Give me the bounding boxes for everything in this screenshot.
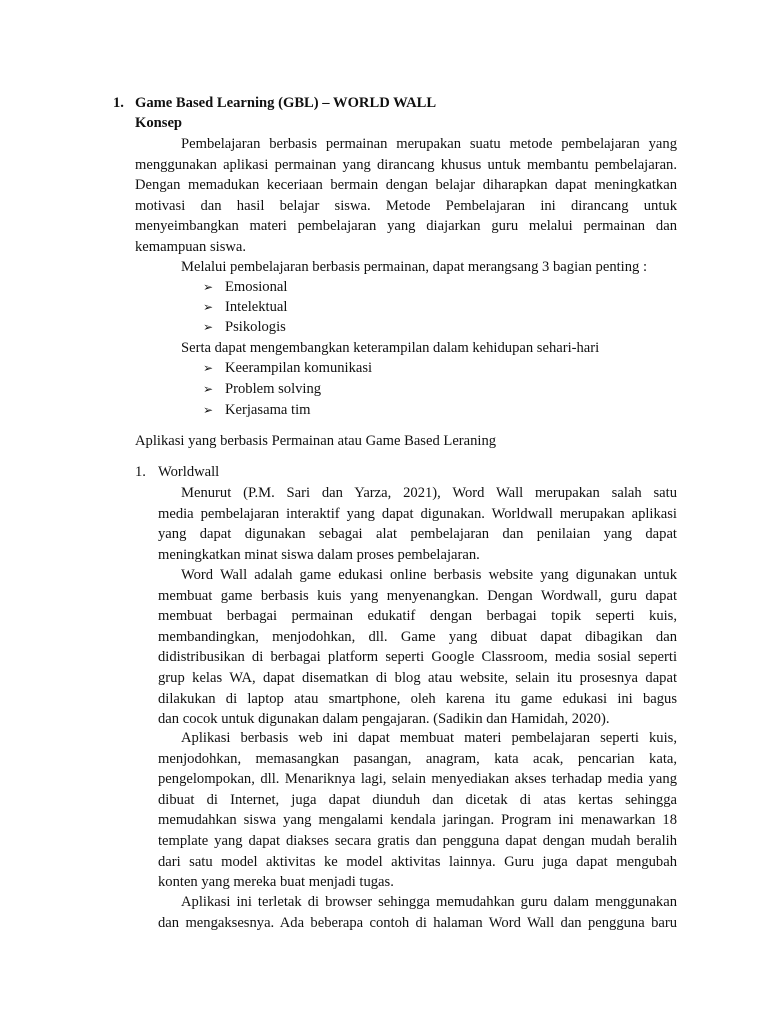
- text-line: menjodohkan, memasangkan pasangan, anagram, kata acak, pencarian kata,: [158, 750, 677, 767]
- text-line: grup kelas WA, dapat disematkan di blog atau website, selain itu prosesnya dapat: [158, 669, 677, 686]
- section-title: Game Based Learning (GBL) – WORLD WALL: [135, 95, 437, 111]
- text-line: yang dapat digunakan sebagai alat pembelajaran dan penilaian yang dapat: [158, 526, 677, 543]
- worldwall-paragraph-3: [158, 728, 677, 893]
- bullet-item: ➢ Problem solving: [203, 379, 321, 400]
- text-line: media pembelajaran interaktif yang dapat digunakan. Worldwall merupakan aplikasi: [158, 505, 677, 522]
- text-line: Aplikasi ini terletak di browser sehingga memudahkan guru dalam menggunakan: [181, 894, 677, 910]
- text-line: dibuat di Internet, juga dapat diunduh dan dicetak di atas kertas sehingga: [158, 791, 677, 808]
- text-line: membuat berbagai permainan edukatif dengan berbagai topik seperti kuis,: [158, 608, 677, 625]
- text-line: memudahkan siswa yang mengalami kendala jaringan. Program ini menawarkan 18: [158, 812, 677, 829]
- arrow-bullet-icon: ➢: [203, 382, 214, 396]
- arrow-bullet-icon: ➢: [203, 300, 214, 314]
- text-line: membuat game berbasis kuis yang menyenangkan. Dengan Wordwall, guru dapat: [158, 587, 677, 604]
- arrow-bullet-icon: ➢: [203, 280, 214, 294]
- text-line: Pembelajaran berbasis permainan merupakan suatu metode pembelajaran yang: [181, 136, 677, 152]
- text-line: meningkatkan minat siswa dalam proses pembelajaran.: [158, 546, 480, 563]
- bullet-item: ➢ Psikologis: [203, 317, 286, 338]
- text-line: menggunakan aplikasi permainan yang dirancang khusus untuk membantu pembelajaran.: [135, 156, 677, 173]
- text-line: dari satu model aktivitas ke model aktivitas lainnya. Guru juga dapat mengubah: [158, 853, 677, 870]
- text-line: dilakukan di laptop atau smartphone, oleh karena itu game edukasi ini bagus: [158, 690, 677, 707]
- bullet-item: ➢ Keerampilan komunikasi: [203, 358, 372, 379]
- arrow-bullet-icon: ➢: [203, 403, 214, 417]
- bullet-item: ➢ Kerjasama tim: [203, 400, 311, 421]
- worldwall-paragraph-4: [158, 892, 677, 933]
- text-line: didistribusikan di berbagai platform seperti Google Classroom, media sosial seperti: [158, 649, 677, 666]
- text-line: Word Wall adalah game edukasi online berbasis website yang digunakan untuk: [181, 567, 677, 583]
- bullet-item: ➢ Emosional: [203, 277, 287, 298]
- worldwall-paragraph-1: [158, 483, 677, 565]
- text-line: konten yang mereka buat menjadi tugas.: [158, 874, 394, 891]
- text-line: membandingkan, menjodohkan, dll. Game yang dibuat dapat dibagikan dan: [158, 628, 677, 645]
- text-line: Dengan memadukan keceriaan bermain dengan belajar diharapkan dapat meningkatkan: [135, 177, 677, 194]
- worldwall-paragraph-2: [158, 565, 677, 730]
- worldwall-title: Worldwall: [158, 464, 220, 480]
- text-line: dan cocok untuk digunakan dalam pengajaran. (Sadikin dan Hamidah, 2020).: [158, 711, 610, 728]
- text-line: kemampuan siswa.: [135, 238, 247, 255]
- list-number: 1.: [135, 464, 146, 480]
- arrow-bullet-icon: ➢: [203, 320, 214, 334]
- text-line: dan mengaksesnya. Ada beberapa contoh di halaman Word Wall dan pengguna baru: [158, 914, 677, 931]
- arrow-bullet-icon: ➢: [203, 361, 214, 375]
- bullet-item: ➢ Intelektual: [203, 297, 287, 318]
- section-subtitle: Konsep: [135, 115, 183, 131]
- text-line: template yang dapat diakses secara gratis dan pengguna dapat dengan mudah beralih: [158, 832, 677, 849]
- text-line: pengelompokan, dll. Menariknya lagi, selain menyediakan akses terhadap media yang: [158, 771, 677, 788]
- konsep-paragraph: [135, 134, 677, 258]
- bullets-intro: Serta dapat mengembangkan keterampilan dalam kehidupan sehari-hari: [181, 340, 600, 356]
- text-line: motivasi dan hasil belajar siswa. Metode Pembelajaran ini dirancang untuk: [135, 197, 677, 214]
- bullets-intro: Melalui pembelajaran berbasis permainan, dapat merangsang 3 bagian penting :: [181, 259, 648, 275]
- text-line: Aplikasi berbasis web ini dapat membuat materi pembelajaran seperti kuis,: [181, 730, 677, 746]
- text-line: menyeimbangkan materi pembelajaran yang diajarkan guru melalui permainan dan: [135, 218, 677, 235]
- text-line: Menurut (P.M. Sari dan Yarza, 2021), Word Wall merupakan salah satu: [181, 485, 677, 501]
- section-number: 1.: [113, 95, 124, 111]
- apps-heading: Aplikasi yang berbasis Permainan atau Game Based Leraning: [135, 433, 497, 449]
